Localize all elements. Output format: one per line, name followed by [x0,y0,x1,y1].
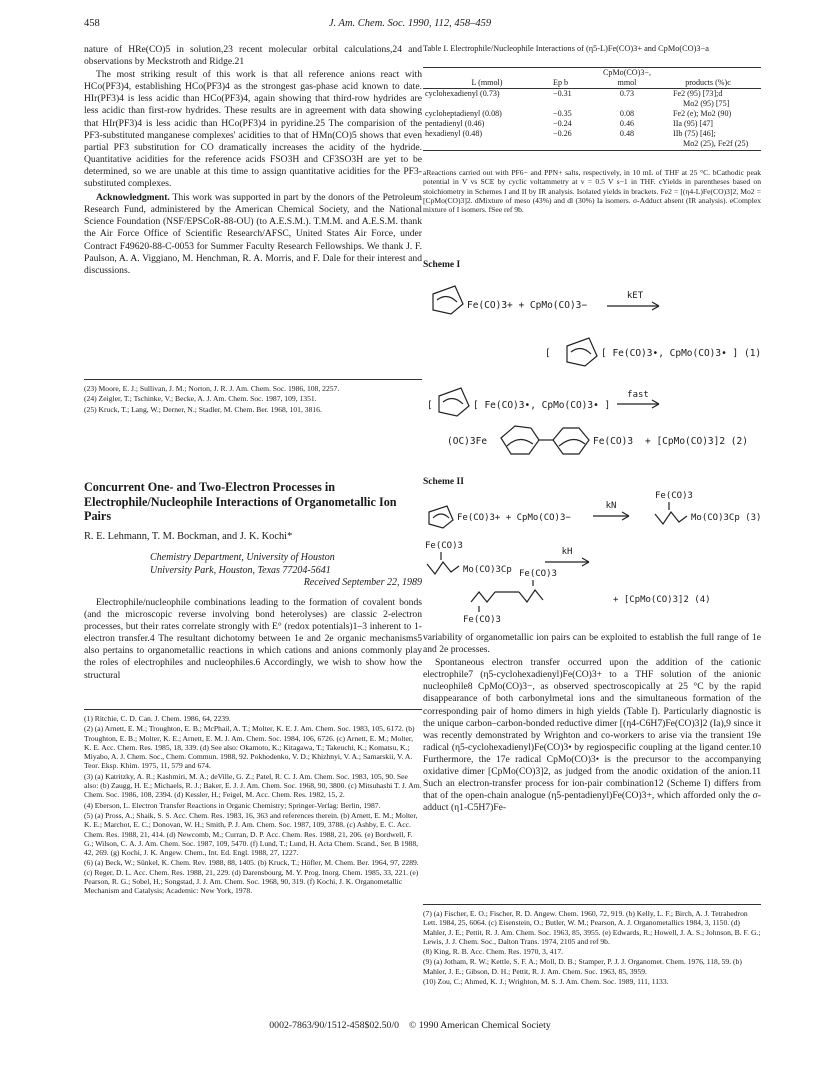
pentadienyl-ligand-icon [429,506,453,528]
dimer-ring-icon [553,428,589,454]
copyright: © 1990 American Chemical Society [408,1020,551,1031]
equation-2-bracket: [ [427,400,433,411]
sigma-adduct-chain-icon [427,562,459,574]
table-row: Mo2 (95) [75] [683,99,730,108]
reference: (9) (a) Jotham, R. W.; Kettle, S. F. A.; Moll, D. B.; Stamper, P. J. J. Organomet. Chem. 1976, 118, 59. (b) Mahler, J. E.; Gibson, D. H.; Pettit, R. J. Am. Chem. Soc. 1963, 85, 3959. [423,957,742,976]
paragraph: nature of HRe(CO)5 in solution,23 recent molecular orbital calculations,24 and observations by Meckstroth and Ridge.21 [84,44,422,68]
divider [84,709,422,710]
equation-1-products: [ Fe(CO)3•, CpMo(CO)3• ] (1) [601,348,762,359]
fe-carbonyl-label: Fe(CO)3 [655,491,693,501]
table-row: hexadienyl (0.48) −0.26 0.48 IIb (75) [46]; [425,129,716,138]
table-row: cycloheptadienyl (0.08) −0.35 0.08 Fe2 (e); Mo2 (90) [425,109,732,118]
acknowledgment-label: Acknowledgment. [96,192,170,204]
dimer-right-label: Fe(CO)3 [593,436,634,447]
reference: (2) (a) Arnett, E. M.; Troughton, E. B.; McPhail, A. T.; Molter, K. E. J. Am. Chem. Soc. 1983, 105, 6172. (b) Troughton, E. B.; Molter, K. E.; Arnett, E. M. J. Am. Chem. Soc. 1984, 106, 6726. (c) Arnett, E. M.; Molter, K. E. Acc. Chem. Res. 1985, 18, 339. (d) See also: Okamoto, K.; Kitagawa, T.; Takeuchi, K.; Komatsu, K.; Miyabo, A. J. Chem. Soc., Chem. Commun. 1988, 92. Pokhodenko, V. D.; Khizhnyi, V. A.; Samarskii, V. A. Teor. Eksp. Khim. 1975, 11, 579 and 674. [84,724,415,771]
table-row: pentadienyl (0.46) −0.24 0.46 IIa (95) [47] [425,119,713,128]
reference: (8) King, R. B. Acc. Chem. Res. 1970, 3, 417. [423,947,564,957]
dimer-chain-icon [471,592,495,602]
fe-carbonyl-label: Fe(CO)3 [463,615,501,625]
acknowledgment [84,192,422,277]
page-number: 458 [84,18,100,29]
rate-constant-label: kH [561,547,573,557]
equation-3-reactants: Fe(CO)3+ + CpMo(CO)3− [457,513,571,523]
table-header-row [423,68,761,88]
reference: (7) (a) Fischer, E. O.; Fischer, R. D. Angew. Chem. 1960, 72, 919. (b) Kelly, L. F.; Birch, A. J. Tetrahedron Lett. 1984, 25, 6064. (c) Eisenstein, O.; Butler, W. M.; Pearson, A. J. Organometallics 1984, 3, 1150. (d) Mahler, J. E.; Pettit, R. J. Am. Chem. Soc. 1963, 85, 3955. (e) Edwards, R.; Howell, J. A. S.; Johnson, B. F. G.; Lewis, J. J. Chem. Soc., Dalton Trans. 1974, 2105 and ref 9b. [423,909,761,946]
fe-carbonyl-label: Fe(CO)3 [425,541,463,551]
sigma-adduct-chain-icon [655,512,687,524]
table-caption: Table I. Electrophile/Nucleophile Interactions of (η5-L)Fe(CO)3+ and CpMo(CO)3−a [423,44,709,53]
table-footnotes: aReactions carried out with PF6− and PPN+ salts, respectively, in 10 mL of THF at 25 °C. bCathodic peak potential in V vs SCE by cyclic voltammetry at v = 0.5 V s−1 in THF. cYields in parentheses based on stoichiometry in Schemes I and II by IR analysis. Isolated yields in brackets. Fe2 = [(η4-L)Fe(CO)3]2, Mo2 = [CpMo(CO)3]2. dMixture of meso (43%) and dl (30%) Ia isomers. σ-Adduct absent (IR analysis). eComplex mixture of I isomers. fSee ref 9b. [423,168,761,215]
fast-label: fast [627,390,649,400]
equation-3-product: Mo(CO)3Cp (3) [691,513,762,523]
divider [84,379,422,380]
rate-constant-label: kN [605,501,617,511]
page-footer [0,1020,820,1031]
reference: (4) Eberson, L. Electron Transfer Reactions in Organic Chemistry; Springer-Verlag: Berlin, 1987. [84,800,381,810]
dimer-left-label: (OC)3Fe [447,436,488,447]
right-column-body [423,632,761,815]
reference: (23) Moore, E. J.; Sullivan, J. M.; Norton, J. R. J. Am. Chem. Soc. 1986, 108, 2257. [84,384,340,393]
article-code: 0002-7863/90/1512-458$02.50/0 [269,1020,400,1031]
equation-2-reactants: [ Fe(CO)3•, CpMo(CO)3• ] [473,400,611,411]
paragraph: The most striking result of this work is that all reference anions react with HCo(PF3)4, establishing HCo(PF3)4 as the strongest gas-phase acid known to date. HIr(PF3)4 is less acidic than HCo(PF3)4, again showing that third-row hydrides are less acidic than first-row hydrides. These results are in agreement with data showing that HIr(PF3)4 is less acidic than HCo(PF3)4 in pyridine.25 The comparision of the PF3-substituted manganese complexes' acidities to that of HMn(CO)5 shows that even partial PF3 substitution for CO dramatically increases the acidity of the hydride. Quantitative acidities for the reference acids FSO3H and CF3SO3H are yet to be determined, so we are unable at this time to assign quantitative acidities for the PF3-substituted complexes. [84,69,422,190]
column-header: products (%)c [685,78,731,87]
equation-2-coproduct: + [CpMo(CO)3]2 (2) [645,436,748,447]
reference: (10) Zou, C.; Ahmed, K. J.; Wrighton, M. S. J. Am. Chem. Soc. 1989, 111, 1133. [423,977,669,987]
acknowledgment-text: This work was supported in part by the donors of the Petroleum Research Fund, administered by the American Chemical Society, and the National Science Foundation (NSF/EPSCoR-88-OU) (to A.E.S.M.). T.M.M. and A.E.S.M. thank the Air Force Office of Scientific Research/AFSC, United States Air Force, under Contract F49620-88-C-0053 for Summer Faculty Research Fellowships. We thank J. F. Paulson, A. A. Viggiano, M. Henchman, R. A. Morris, and F. Dale for their interest and discussions. [84,192,422,276]
table-1 [423,67,761,151]
references-right [423,909,761,987]
paragraph: variability of organometallic ion pairs can be exploited to establish the full range of 1e and 2e processes. [423,632,761,656]
equation-4-coproduct: + [CpMo(CO)3]2 (4) [613,595,711,605]
equation-1-reactants: Fe(CO)3+ + CpMo(CO)3− [467,300,588,311]
paragraph: Spontaneous electron transfer occurred upon the addition of the cationic electrophile7 (η5-cyclohexadienyl)Fe(CO)3+ to a THF solution of the anionic nucleophile8 CpMo(CO)3−, as observed spectroscopically at 25 °C by the rapid disappearance of both carbonylmetal ions and the simultaneous formation of the corresponding pair of homo dimers in high yields (Table I). Particularly diagnostic is the unique carbon–carbon-bonded reductive dimer [(η4-C6H7)Fe(CO)3]2 (Ia),9 since it was recently demonstrated by Wrighton and co-workers to arise via the transient 19e radical (η5-cyclohexadienyl)Fe(CO)3• by regiospecific coupling at the ligand center.10 Furthermore, the 17e radical CpMo(CO)3• is the precursor to the accompanying oxidative dimer [CpMo(CO)3]2, as judged from the anodic oxidation of the anion.11 Such an electron-transfer process for ion-pair combination12 (Scheme I) differs from that of the open-chain analogue (η5-pentadienyl)Fe(CO)3+, which afforded only the σ-adduct (η1-C5H7)Fe- [423,657,761,814]
rate-constant-label: kET [626,291,644,301]
column-header: L (mmol) [471,78,503,87]
references-bottom [84,714,422,897]
affiliation: Chemistry Department, University of Houston University Park, Houston, Texas 77204-5641 Received September 22, 1989 [150,552,422,588]
reference: (24) Zeigler, T.; Tschinke, V.; Becke, A. J. Am. Chem. Soc. 1987, 109, 1351. [84,394,317,404]
reference: (6) (a) Beck, W.; Sünkel, K. Chem. Rev. 1988, 88, 1405. (b) Kruck, T.; Höfler, M. Chem. Ber. 1964, 97, 2289. (c) Reger, D. L. Acc. Chem. Res. 1988, 21, 229. (d) Darensbourg, M. Y. Prog. Inorg. Chem. 1985, 33, 221. (e) Pearson, R. G.; Sobel, H.; Songstad, J. J. Am. Chem. Soc. 1968, 90, 319. (f) Kochi, J. K. Organometallic Mechanism and Catalysis; Academic: New York, 1978. [84,858,419,896]
scheme-2-diagram [423,486,763,626]
scheme-label: Scheme I [423,260,461,270]
authors: R. E. Lehmann, T. M. Bockman, and J. K. Kochi* [84,531,293,542]
reference: (1) Ritchie, C. D. Can. J. Chem. 1986, 64, 2239. [84,714,231,723]
left-column-continuation [84,44,422,278]
fe-carbonyl-label: Fe(CO)3 [519,569,557,579]
reference: (25) Kruck, T.; Lang, W.; Derner, N.; Stadler, M. Chem. Ber. 1968, 101, 3816. [84,404,322,414]
scheme-label: Scheme II [423,477,464,487]
running-header: J. Am. Chem. Soc. 1990, 112, 458–459 [328,18,492,29]
column-header: CpMo(CO)3−, mmol [603,68,651,87]
dimer-chain-icon [519,590,543,602]
scheme-1-diagram [423,276,763,472]
paragraph: Electrophile/nucleophile combinations leading to the formation of covalent bonds (and the microscopic reverse involving bond heterolyses) are classic 2-electron processes, but their rates correlate strongly with E° (redox potentials)1–3 inherent to 1-electron transfer.4 The resultant dichotomy between 1e and 2e organic mechanisms5 also pertains to organometallic reactions in which cations and anions commonly play the roles of electrophiles and nucleophiles.6 Accordingly, we wish to show how the structural [84,597,422,681]
equation-1-bracket: [ [545,348,551,359]
table-row: Mo2 (25), Fe2f (25) [683,139,749,148]
column-header: Ep b [553,78,569,87]
mo-carbonyl-label: Mo(CO)3Cp [463,565,512,575]
divider [423,904,761,905]
references-top [84,384,422,415]
table-row: cyclohexadienyl (0.73) −0.31 0.73 Fe2 (95) [73];d [425,89,723,98]
article-body [84,597,422,683]
reference: (5) (a) Pross, A.; Shaik, S. S. Acc. Chem. Res. 1983, 16, 363 and references therein. (b) Arnett, E. M.; Molter, K. E.; Marchot, E. C.; Donovan, W. H.; Smith, P. J. Am. Chem. Soc. 1987, 109, 3788. (c) Ashby, E. C. Acc. Chem. Res. 1988, 21, 414. (d) Newcomb, M.; Curran, D. P. Acc. Chem. Res. 1988, 21, 206. (e) Bordwell, F. G.; Wilson, C. A. J. Am. Chem. Soc. 1987, 109, 5470. (f) Lund, T.; Lund, H. Acta Chem. Scand., Ser. B 1988, 42, 269. (g) Kochi, J. K. Angew. Chem., Int. Ed. Engl. 1988, 27, 1227. [84,810,419,858]
article-title: Concurrent One- and Two-Electron Processes in Electrophile/Nucleophile Interactions of Organometallic Ion Pairs [84,480,397,523]
reference: (3) (a) Katritzky, A. R.; Kashmiri, M. A.; deVille, G. Z.; Patel, R. C. J. Am. Chem. Soc. 1983, 105, 90. See also: (b) Zaugg, H. E.; Michaels, R. J.; Baker, E. J. J. Am. Chem. Soc. 1968, 90, 3800. (c) Mitsuhashi T. J. Am. Chem. Soc. 1986, 108, 2394. (d) Kessler, H.; Feigel, M. Acc. Chem. Res. 1982, 15, 2. [84,771,422,800]
